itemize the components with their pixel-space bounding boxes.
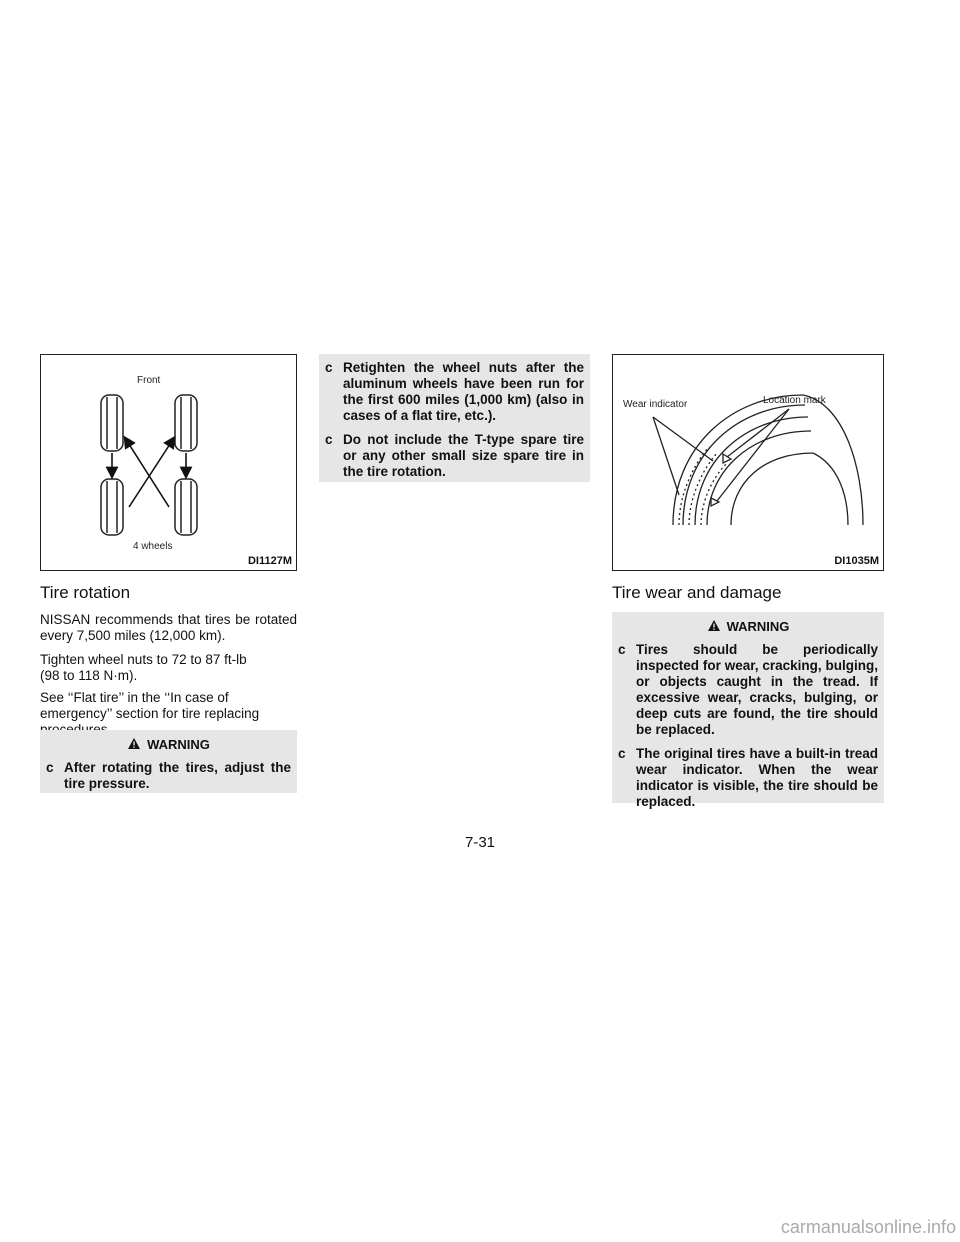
figure-label-wear-indicator: Wear indicator xyxy=(623,399,688,410)
warning-box-wear xyxy=(612,612,884,809)
warning-item: c After rotating the tires, adjust the tire pressure. xyxy=(46,760,291,791)
tire-rear-left xyxy=(101,479,123,535)
bullet-glyph: c xyxy=(325,432,333,447)
figure-label-front: Front xyxy=(137,375,161,386)
watermark: carmanualsonline.info xyxy=(780,1217,956,1237)
figure-label-location-mark: Location mark xyxy=(763,395,826,406)
warning-box-wheel-nuts xyxy=(319,354,590,482)
heading-tire-wear: Tire wear and damage xyxy=(612,583,782,602)
bullet-glyph: c xyxy=(618,746,626,761)
tire-front-right xyxy=(175,395,197,451)
page-number: 7-31 xyxy=(464,834,496,851)
tire-rotation-figure xyxy=(40,354,297,571)
bullet-glyph: c xyxy=(46,760,54,775)
tire-rotation-diagram xyxy=(41,355,296,570)
warning-triangle-icon xyxy=(707,619,721,632)
warning-title: WARNING xyxy=(147,737,210,752)
arrow-cross-to-front-left xyxy=(127,441,169,507)
warning-triangle-icon xyxy=(127,737,141,750)
warning-item-wear-indicator: c The original tires have a built-in tread wear indicator. When the wear indicator is visible, the tire should be replaced. xyxy=(618,746,878,809)
bullet-glyph: c xyxy=(325,360,333,375)
arrow-cross-to-front-right xyxy=(129,441,172,507)
paragraph-see-flat-tire: See ‘‘Flat tire’’ in the ‘‘In case of emergency’’ section for tire replacing xyxy=(40,690,260,721)
heading-tire-rotation: Tire rotation xyxy=(40,583,131,602)
bullet-glyph: c xyxy=(618,642,626,657)
figure-label-4-wheels: 4 wheels xyxy=(133,541,173,552)
figure-code: DI1035M xyxy=(834,555,879,567)
paragraph-rotation-interval: NISSAN recommends that tires be rotated every 7,500 miles (12,000 km). xyxy=(40,612,297,643)
warning-heading xyxy=(612,612,884,635)
warning-title: WARNING xyxy=(726,619,790,634)
warning-item-spare-tire: c Do not include the T-type spare tire or any other small size spare tire in the tire rotation. xyxy=(325,432,584,479)
tire-front-left xyxy=(101,395,123,451)
tire-wear-diagram xyxy=(613,355,883,570)
figure-code: DI1127M xyxy=(247,555,292,567)
warning-item-inspect: c Tires should be periodically inspected for wear, cracking, bulging, or objects caught in the tread. If excessive wear, cracks, bulging, or deep cuts are found, the tire should be replaced. xyxy=(618,642,878,737)
warning-item-retighten: c Retighten the wheel nuts after the aluminum wheels have been run for the first 600 miles (1,000 km) (also in cases of a flat tire, etc.). xyxy=(325,360,584,423)
tire-rear-right xyxy=(175,479,197,535)
warning-box-rotation xyxy=(40,730,297,793)
warning-heading xyxy=(40,730,297,753)
paragraph-torque: Tighten wheel nuts to 72 to 87 ft-lb (98 to 118 N·m). xyxy=(40,652,247,683)
tire-wear-figure xyxy=(612,354,884,571)
